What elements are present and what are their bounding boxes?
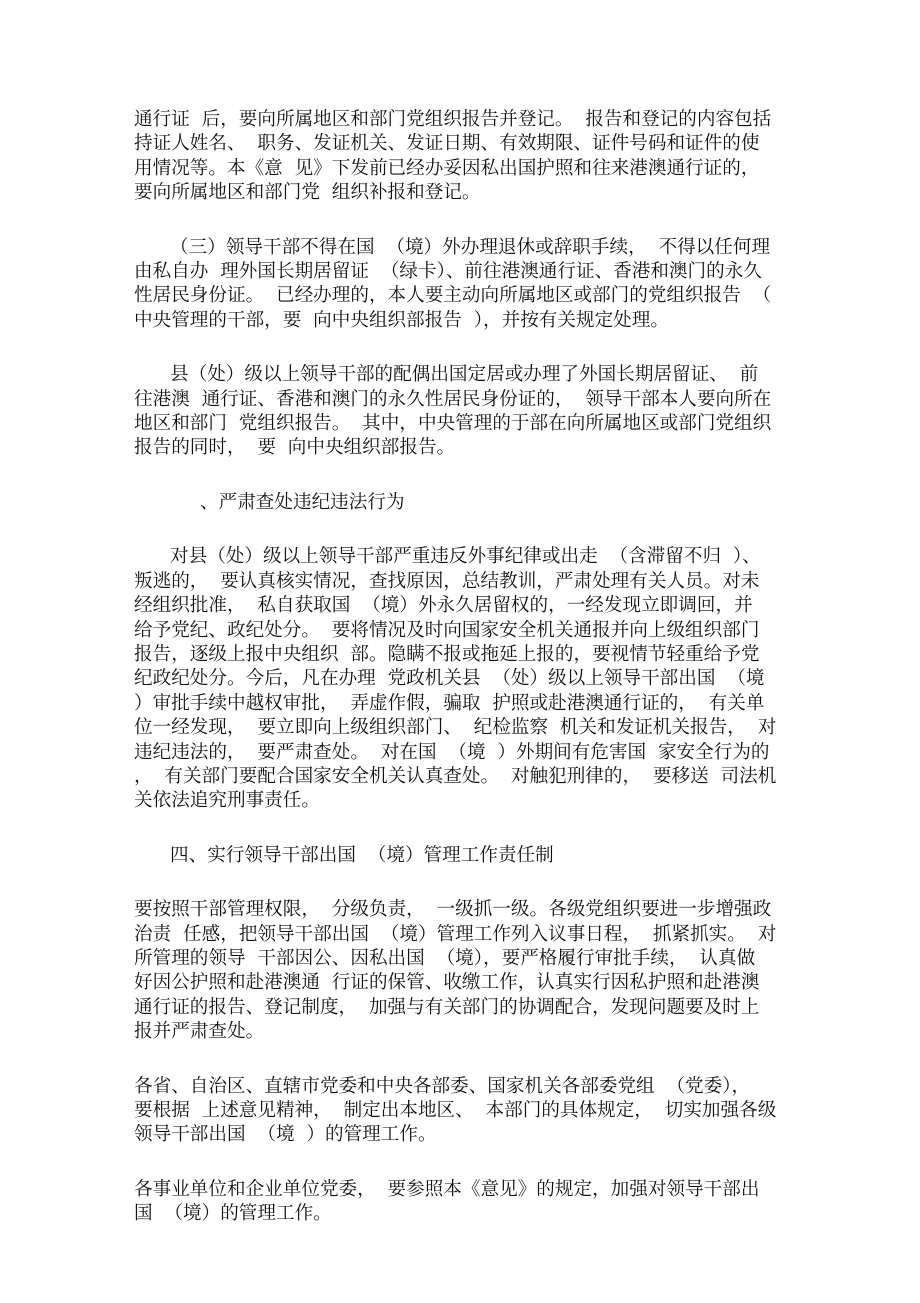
paragraph [134, 898, 794, 1044]
paragraph-gap [134, 515, 794, 545]
text-line: 地区和部门 党组织报告。 其中，中央管理的于部在向所属地区或部门党组织 [134, 413, 772, 435]
paragraph-gap [134, 814, 794, 844]
text-line: 关依法追究刑事责任。 [134, 790, 320, 812]
paragraph [134, 1075, 794, 1148]
paragraph-gap [134, 206, 794, 236]
paragraph-gap [134, 1045, 794, 1075]
text-line: 叛逃的， 要认真核实情况，查找原因，总结教训，严肃处理有关人员。对未 [134, 570, 760, 592]
text-line: 位一经发现， 要立即向上级组织部门、 纪检监察 机关和发证机关报告， 对 [134, 717, 777, 739]
text-line: ， 有关部门要配合国家安全机关认真查处。 对触犯刑律的， 要移送 司法机 [134, 765, 777, 787]
text-line: 性居民身份证。 已经办理的，本人要主动向所属地区或部门的党组织报告 （ [134, 285, 772, 307]
document-body [134, 108, 794, 1227]
text-line: 要根据 上述意见精神， 制定出本地区、 本部门的具体规定， 切实加强各级 [134, 1100, 777, 1121]
text-line: 报告，逐级上报中央组织 部。隐瞒不报或拖延上报的，要视情节轻重给予党 [134, 643, 760, 665]
text-line: 、严肃查处违纪违法行为 [200, 491, 405, 513]
text-line: 国 （境）的管理工作。 [134, 1203, 332, 1225]
text-line: ）审批手续中越权审批， 弄虚作假，骗取 护照或赴港澳通行证的， 有关单 [134, 692, 765, 714]
text-line: 往港澳 通行证、香港和澳门的永久性居民身份证的， 领导干部本人要向所在 [134, 388, 772, 410]
text-line: 通行证的报告、登记制度， 加强与有关部门的协调配合，发现问题要及时上 [134, 996, 760, 1018]
text-line: 纪政纪处分。今后，凡在办理 党政机关县 （处）级以上领导干部出国 （境 [134, 668, 765, 690]
text-line: 经组织批准， 私自获取国 （境）外永久居留权的，一经发现立即调回，并 [134, 595, 753, 617]
text-line: 中央管理的干部，要 向中央组织部报告 ），并按有关规定处理。 [134, 309, 669, 331]
text-line: 各省、自治区、直辖市党委和中央各部委、国家机关各部委党组 （党委）， [134, 1075, 751, 1097]
paragraph [134, 1178, 794, 1227]
document-page [134, 108, 794, 1227]
paragraph-gap [134, 461, 794, 491]
text-line: 四、实行领导干部出国 （境）管理工作责任制 [170, 844, 554, 866]
text-line: 要向所属地区和部门党 组织补报和登记。 [134, 182, 481, 204]
text-line: 持证人姓名、 职务、发证机关、发证日期、有效期限、证件号码和证件的使 [134, 133, 760, 155]
text-line: 要按照干部管理权限， 分级负责， 一级抓一级。各级党组织要进一步增强政 [134, 899, 772, 921]
paragraph [134, 236, 794, 334]
text-line: 好因公护照和赴港澳通 行证的保管、收缴工作，认真实行因私护照和赴港澳 [134, 972, 760, 994]
paragraph-gap [134, 868, 794, 898]
text-line: 领导干部出国 （境 ）的管理工作。 [134, 1124, 437, 1146]
text-line: 用情况等。本《意 见》下发前已经办妥因私出国护照和往来港澳通行证的， [134, 157, 760, 179]
text-line: 治责 任感，把领导干部出国 （境）管理工作列入议事日程， 抓紧抓实。 对 [134, 923, 777, 945]
paragraph [134, 363, 794, 461]
paragraph [134, 108, 794, 206]
text-line: 给予党纪、政纪处分。 要将情况及时向国家安全机关通报并向上级组织部门 [134, 619, 760, 641]
text-line: 对县（处）级以上领导干部严重违反外事纪律或出走 （含滞留不归 ）、 [170, 546, 761, 568]
section-heading [134, 844, 794, 868]
text-line: 报告的同时， 要 向中央组织部报告。 [134, 437, 456, 459]
text-line: 通行证 后，要向所属地区和部门党组织报告并登记。 报告和登记的内容包括 [134, 109, 772, 130]
text-line: （三）领导干部不得在国 （境）外办理退休或辞职手续， 不得以任何理 [170, 236, 771, 258]
text-line: 县（处）级以上领导干部的配偶出国定居或办理了外国长期居留证、 前 [170, 364, 759, 386]
text-line: 由私自办 理外国长期居留证 （绿卡）、前往港澳通行证、香港和澳门的永久 [134, 261, 762, 283]
paragraph-gap [134, 1148, 794, 1178]
paragraph [134, 545, 794, 813]
text-line: 违纪违法的， 要严肃查处。 对在国 （境 ）外期间有危害国 家安全行为的 [134, 741, 770, 763]
paragraph-gap [134, 333, 794, 363]
text-line: 报并严肃查处。 [134, 1021, 265, 1043]
text-line: 各事业单位和企业单位党委， 要参照本《意见》的规定，加强对领导干部出 [134, 1178, 760, 1200]
text-line: 所管理的领导 干部因公、因私出国 （境），要严格履行审批手续， 认真做 [134, 947, 756, 969]
section-heading [134, 491, 794, 515]
